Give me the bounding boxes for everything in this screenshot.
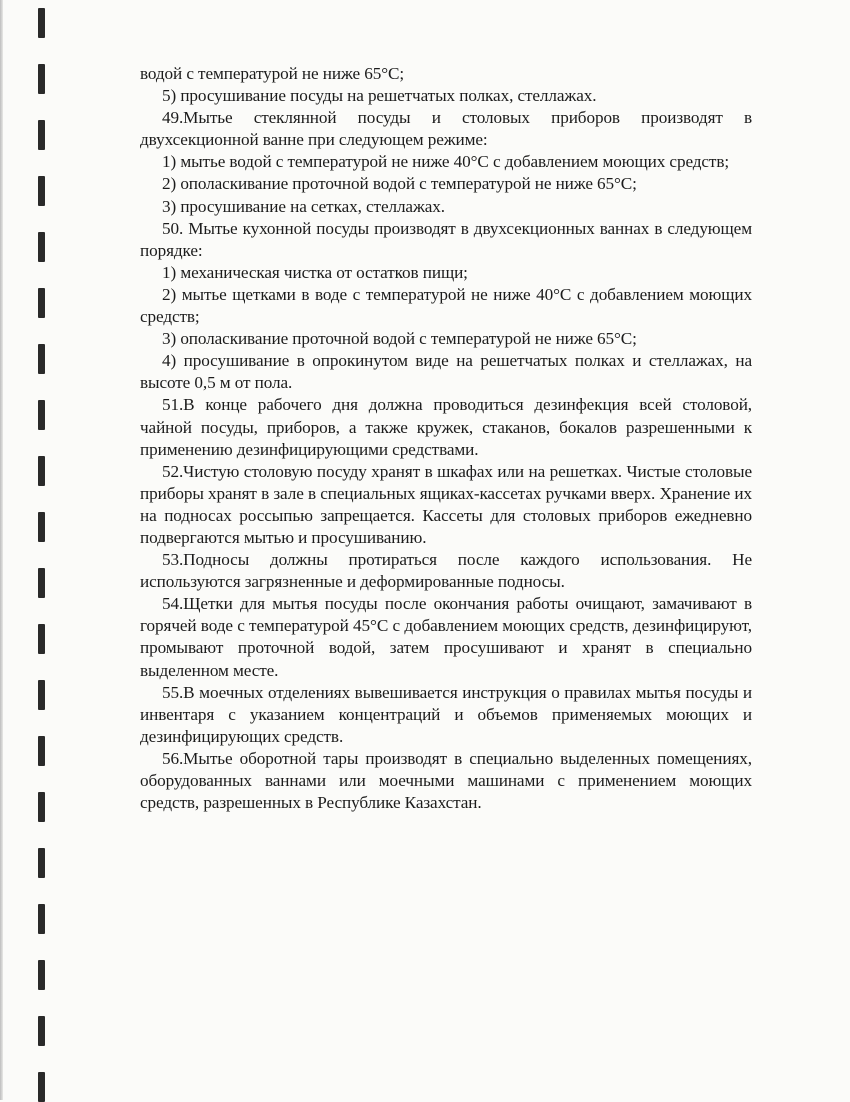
- section-52: 52.Чистую столовую посуду хранят в шкафах или на решетках. Чистые столовые приборы хранят в зале в специальных ящиках-кассетах ручками вверх. Хранение их на подносах россыпью запрещается. Кассеты для столовых приборов ежедневно подвергаются мытью и просушиванию.: [140, 461, 752, 547]
- section-55: 55.В моечных отделениях вывешивается инструкция о правилах мытья посуды и инвентаря с указанием концентраций и объемов применяемых моющих и дезинфицирующих средств.: [140, 682, 752, 746]
- binding-hole: [38, 232, 45, 262]
- binding-hole: [38, 288, 45, 318]
- binding-hole: [38, 568, 45, 598]
- binding-hole: [38, 960, 45, 990]
- list-item: 3) просушивание на сетках, стеллажах.: [162, 196, 445, 216]
- list-item: 1) механическая чистка от остатков пищи;: [162, 262, 468, 282]
- binding-hole: [38, 456, 45, 486]
- section-56: 56.Мытье оборотной тары производят в специально выделенных помещениях, оборудованных ваннами или моечными машинами с применением моющих средств, разрешенных в Республике Казахстан.: [140, 748, 752, 813]
- binding-hole: [38, 120, 45, 150]
- binding-hole: [38, 8, 45, 38]
- list-item: 2) мытье щетками в воде с температурой не ниже 40°С с добавлением моющих средств;: [140, 284, 752, 327]
- binding-hole: [38, 736, 45, 766]
- binding-hole: [38, 1072, 45, 1102]
- section-53: 53.Подносы должны протираться после каждого использования. Не используются загрязненные и деформированные подносы.: [140, 550, 752, 592]
- section-50: 50. Мытье кухонной посуды производят в двухсекционных ваннах в следующем порядке:: [140, 218, 752, 260]
- paragraph-continuation: водой с температурой не ниже 65°С;: [140, 64, 405, 83]
- binding-hole: [38, 400, 45, 430]
- binding-hole: [38, 64, 45, 94]
- binding-hole: [38, 848, 45, 878]
- document-body: [140, 63, 752, 814]
- section-54: 54.Щетки для мытья посуды после окончания работы очищают, замачивают в горячей воде с температурой 45°С с добавлением моющих средств, дезинфицируют, промывают проточной водой, затем просушивают и хранят в специально выделенном месте.: [140, 594, 752, 680]
- list-item: 4) просушивание в опрокинутом виде на решетчатых полках и стеллажах, на высоте 0,5 м от пола.: [140, 351, 752, 393]
- page-edge: [0, 0, 3, 1100]
- section-49: 49.Мытье стеклянной посуды и столовых приборов производят в двухсекционной ванне при следующем режиме:: [140, 108, 752, 150]
- binding-hole: [38, 624, 45, 654]
- binding-hole: [38, 792, 45, 822]
- binding-hole: [38, 680, 45, 710]
- list-item: 1) мытье водой с температурой не ниже 40°С с добавлением моющих средств;: [162, 152, 730, 172]
- section-51: 51.В конце рабочего дня должна проводиться дезинфекция всей столовой, чайной посуды, приборов, а также кружек, стаканов, бокалов разрешенными к применению дезинфицирующими средствами.: [140, 395, 752, 459]
- list-item: 2) ополаскивание проточной водой с температурой не ниже 65°С;: [162, 174, 637, 194]
- binding-hole: [38, 512, 45, 542]
- list-item: 5) просушивание посуды на решетчатых полках, стеллажах.: [162, 86, 597, 106]
- binding-hole: [38, 1016, 45, 1046]
- list-item: 3) ополаскивание проточной водой с температурой не ниже 65°С;: [162, 329, 637, 349]
- spiral-binding: [0, 0, 60, 1100]
- binding-hole: [38, 176, 45, 206]
- binding-hole: [38, 904, 45, 934]
- binding-hole: [38, 344, 45, 374]
